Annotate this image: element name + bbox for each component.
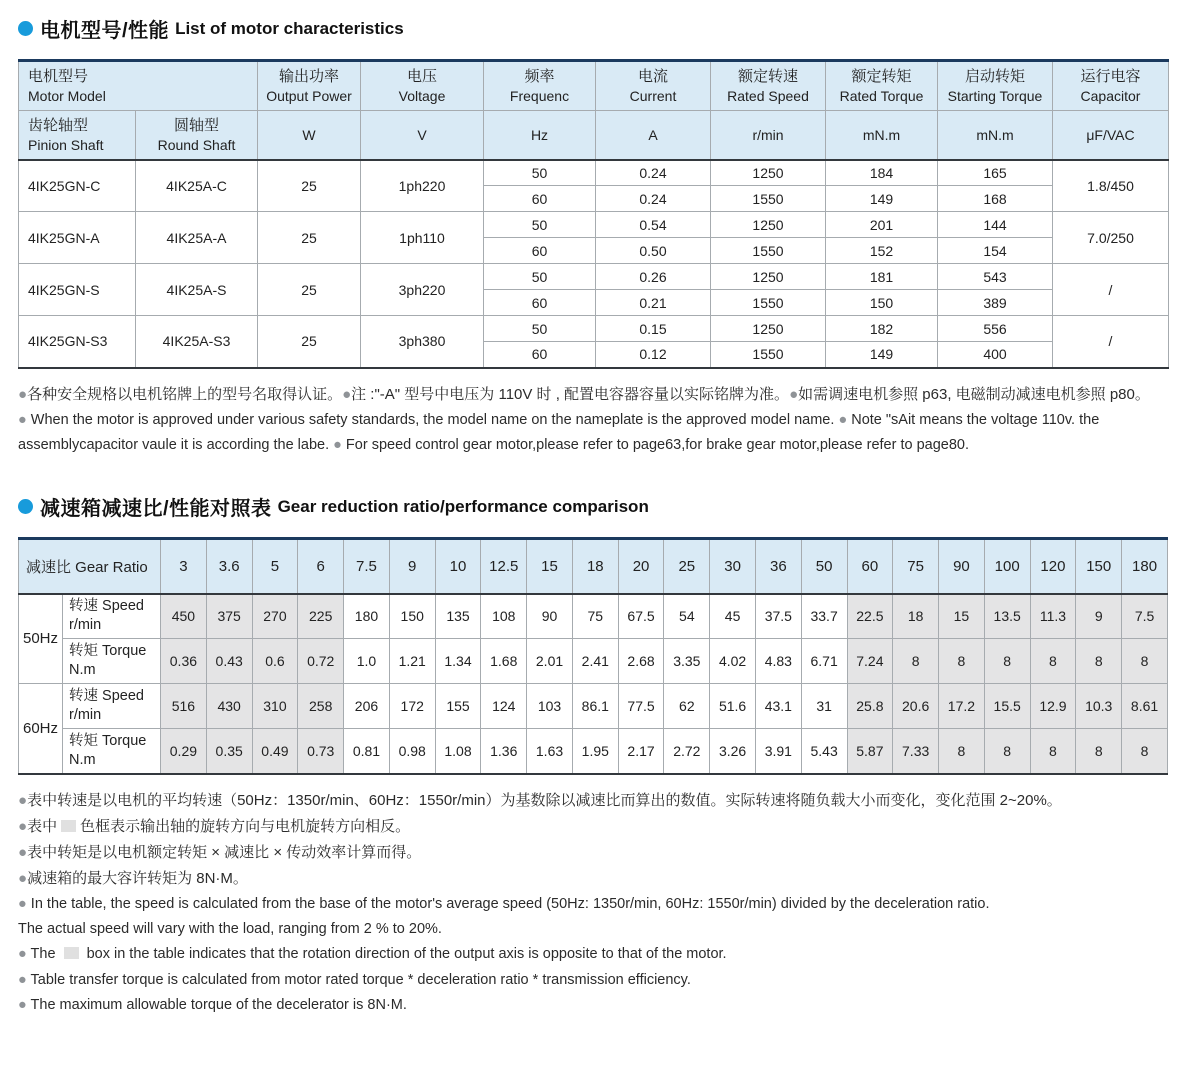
note-bullet-icon: ● xyxy=(18,996,27,1013)
blue-bullet-icon xyxy=(18,499,33,514)
gear-value-cell: 103 xyxy=(527,684,573,729)
gear-value-cell: 1.68 xyxy=(481,639,527,684)
gear-value-cell: 75 xyxy=(572,594,618,639)
gear-value-cell: 0.29 xyxy=(161,729,207,774)
gear-value-cell: 0.98 xyxy=(389,729,435,774)
ratio-header-cell: 10 xyxy=(435,539,481,594)
speed-cell: 1550 xyxy=(711,186,826,212)
ratio-header-cell: 3 xyxy=(161,539,207,594)
round-model-cell: 4IK25A-A xyxy=(136,212,258,264)
note-line: The actual speed will vary with the load, ranging from 2 % to 20%. xyxy=(18,921,442,938)
gear-value-cell: 62 xyxy=(664,684,710,729)
gear-value-cell: 9 xyxy=(1076,594,1122,639)
section-title-gear xyxy=(18,492,1200,521)
speed-cell: 1550 xyxy=(711,238,826,264)
gear-value-cell: 4.83 xyxy=(755,639,801,684)
start-torque-cell: 556 xyxy=(938,316,1053,342)
gear-value-cell: 2.72 xyxy=(664,729,710,774)
note-line: ●各种安全规格以电机铭牌上的型号名取得认证。●注 :"-A" 型号中电压为 110V 时 , 配置电容器容量以实际铭牌为准。●如需调速电机参照 p63, 电磁制动减速电机参照 p80。 xyxy=(18,385,1150,403)
gear-ratio-corner-label: 减速比 Gear Ratio xyxy=(19,539,161,594)
current-cell: 0.24 xyxy=(596,160,711,186)
gear-value-cell: 5.87 xyxy=(847,729,893,774)
ratio-header-cell: 12.5 xyxy=(481,539,527,594)
gear-value-cell: 5.43 xyxy=(801,729,847,774)
note-line: ● The box in the table indicates that the rotation direction of the output axis is opposite to that of the motor. xyxy=(18,946,727,963)
gear-value-cell: 8 xyxy=(1076,639,1122,684)
gear-value-cell: 54 xyxy=(664,594,710,639)
gear-value-cell: 13.5 xyxy=(984,594,1030,639)
gear-value-cell: 270 xyxy=(252,594,298,639)
ratio-header-cell: 100 xyxy=(984,539,1030,594)
note-bullet-icon: ● xyxy=(789,385,799,403)
motor-model-header: 电机型号 Motor Model xyxy=(19,61,258,111)
start-torque-cell: 165 xyxy=(938,160,1053,186)
gear-value-cell: 1.34 xyxy=(435,639,481,684)
torque-cell: 149 xyxy=(826,186,938,212)
note-bullet-icon: ● xyxy=(18,843,28,861)
current-cell: 0.24 xyxy=(596,186,711,212)
gear-value-cell: 20.6 xyxy=(893,684,939,729)
gear-value-cell: 45 xyxy=(710,594,756,639)
col-header: 额定转矩 Rated Torque xyxy=(826,61,938,111)
ratio-header-cell: 90 xyxy=(939,539,985,594)
section-title-motor xyxy=(18,14,1200,43)
gear-value-cell: 2.68 xyxy=(618,639,664,684)
start-torque-cell: 154 xyxy=(938,238,1053,264)
freq-cell: 60 xyxy=(484,342,596,368)
col-header: 电压 Voltage xyxy=(361,61,484,111)
round-shaft-header: 圆轴型 Round Shaft xyxy=(136,111,258,160)
unit-header: μF/VAC xyxy=(1053,111,1169,160)
current-cell: 0.15 xyxy=(596,316,711,342)
gear-value-cell: 172 xyxy=(389,684,435,729)
col-header: 运行电容 Capacitor xyxy=(1053,61,1169,111)
gear-value-cell: 8 xyxy=(893,639,939,684)
unit-header: mN.m xyxy=(938,111,1053,160)
voltage-cell: 1ph110 xyxy=(361,212,484,264)
pinion-model-cell: 4IK25GN-C xyxy=(19,160,136,212)
gear-value-cell: 225 xyxy=(298,594,344,639)
gear-value-cell: 33.7 xyxy=(801,594,847,639)
gear-value-cell: 206 xyxy=(344,684,390,729)
note-line: ●减速箱的最大容许转矩为 8N·M。 xyxy=(18,869,248,887)
current-cell: 0.26 xyxy=(596,264,711,290)
note-bullet-icon: ● xyxy=(838,411,848,428)
gear-value-cell: 1.95 xyxy=(572,729,618,774)
gear-value-cell: 2.01 xyxy=(527,639,573,684)
gear-value-cell: 0.73 xyxy=(298,729,344,774)
gear-value-cell: 2.17 xyxy=(618,729,664,774)
gear-value-cell: 155 xyxy=(435,684,481,729)
gear-value-cell: 4.02 xyxy=(710,639,756,684)
gear-value-cell: 150 xyxy=(389,594,435,639)
note-line: ● Table transfer torque is calculated from motor rated torque * deceleration ratio * transmission efficiency. xyxy=(18,971,691,988)
gear-value-cell: 2.41 xyxy=(572,639,618,684)
note-bullet-icon: ● xyxy=(18,895,27,912)
note-bullet-icon: ● xyxy=(342,385,352,403)
ratio-header-cell: 18 xyxy=(572,539,618,594)
col-header: 输出功率 Output Power xyxy=(258,61,361,111)
ratio-header-cell: 30 xyxy=(710,539,756,594)
note-bullet-icon: ● xyxy=(18,791,28,809)
capacitor-cell: / xyxy=(1053,264,1169,316)
page xyxy=(0,14,1200,1072)
gear-value-cell: 8 xyxy=(1030,639,1076,684)
gear-value-cell: 0.72 xyxy=(298,639,344,684)
gear-value-cell: 124 xyxy=(481,684,527,729)
note-bullet-icon: ● xyxy=(18,385,28,403)
gear-value-cell: 310 xyxy=(252,684,298,729)
pinion-model-cell: 4IK25GN-S xyxy=(19,264,136,316)
gear-value-cell: 37.5 xyxy=(755,594,801,639)
power-cell: 25 xyxy=(258,212,361,264)
torque-cell: 152 xyxy=(826,238,938,264)
gear-value-cell: 51.6 xyxy=(710,684,756,729)
note-bullet-icon: ● xyxy=(18,869,28,887)
speed-cell: 1550 xyxy=(711,342,826,368)
ratio-header-cell: 15 xyxy=(527,539,573,594)
torque-cell: 149 xyxy=(826,342,938,368)
grey-box-swatch xyxy=(64,947,79,959)
gear-value-cell: 0.6 xyxy=(252,639,298,684)
gear-value-cell: 7.24 xyxy=(847,639,893,684)
speed-cell: 1250 xyxy=(711,264,826,290)
voltage-cell: 3ph220 xyxy=(361,264,484,316)
gear-value-cell: 258 xyxy=(298,684,344,729)
row-label-cell: 转速 Speed r/min xyxy=(63,594,161,639)
section-title-cn: 减速箱减速比/性能对照表 xyxy=(40,498,272,521)
gear-value-cell: 430 xyxy=(206,684,252,729)
gear-value-cell: 6.71 xyxy=(801,639,847,684)
torque-cell: 201 xyxy=(826,212,938,238)
freq-cell: 50 xyxy=(484,160,596,186)
row-label-cell: 转矩 Torque N.m xyxy=(63,729,161,774)
freq-cell: 60 xyxy=(484,238,596,264)
gear-value-cell: 25.8 xyxy=(847,684,893,729)
note-bullet-icon: ● xyxy=(18,946,27,963)
gear-value-cell: 8 xyxy=(1122,639,1168,684)
capacitor-cell: / xyxy=(1053,316,1169,368)
gear-value-cell: 77.5 xyxy=(618,684,664,729)
gear-value-cell: 8 xyxy=(1122,729,1168,774)
torque-cell: 182 xyxy=(826,316,938,342)
freq-cell: 50 xyxy=(484,212,596,238)
ratio-header-cell: 36 xyxy=(755,539,801,594)
note-line: ●表中 色框表示输出轴的旋转方向与电机旋转方向相反。 xyxy=(18,817,411,835)
motor-characteristics-table xyxy=(18,59,1169,369)
ratio-header-cell: 7.5 xyxy=(344,539,390,594)
freq-label-cell: 60Hz xyxy=(19,684,63,774)
ratio-header-cell: 75 xyxy=(893,539,939,594)
gear-value-cell: 15.5 xyxy=(984,684,1030,729)
gear-ratio-table xyxy=(18,537,1168,775)
row-label-cell: 转矩 Torque N.m xyxy=(63,639,161,684)
ratio-header-cell: 5 xyxy=(252,539,298,594)
gear-value-cell: 135 xyxy=(435,594,481,639)
start-torque-cell: 400 xyxy=(938,342,1053,368)
ratio-header-cell: 50 xyxy=(801,539,847,594)
unit-header: r/min xyxy=(711,111,826,160)
note-bullet-icon: ● xyxy=(333,436,342,453)
row-label-cell: 转速 Speed r/min xyxy=(63,684,161,729)
freq-cell: 60 xyxy=(484,290,596,316)
section-title-cn: 电机型号/性能 xyxy=(40,20,170,42)
ratio-header-cell: 20 xyxy=(618,539,664,594)
ratio-header-cell: 150 xyxy=(1076,539,1122,594)
gear-value-cell: 7.33 xyxy=(893,729,939,774)
start-torque-cell: 543 xyxy=(938,264,1053,290)
section-title-en: Gear reduction ratio/performance comparison xyxy=(277,496,649,516)
unit-header: A xyxy=(596,111,711,160)
gear-value-cell: 3.26 xyxy=(710,729,756,774)
gear-value-cell: 8.61 xyxy=(1122,684,1168,729)
note-bullet-icon: ● xyxy=(18,411,27,428)
gear-value-cell: 7.5 xyxy=(1122,594,1168,639)
speed-cell: 1250 xyxy=(711,212,826,238)
freq-cell: 50 xyxy=(484,316,596,342)
grey-box-swatch xyxy=(61,820,76,832)
freq-label-cell: 50Hz xyxy=(19,594,63,684)
gear-value-cell: 11.3 xyxy=(1030,594,1076,639)
voltage-cell: 3ph380 xyxy=(361,316,484,368)
gear-value-cell: 180 xyxy=(344,594,390,639)
gear-value-cell: 8 xyxy=(939,639,985,684)
start-torque-cell: 144 xyxy=(938,212,1053,238)
ratio-header-cell: 25 xyxy=(664,539,710,594)
section-title-en: List of motor characteristics xyxy=(175,18,404,38)
gear-value-cell: 8 xyxy=(984,729,1030,774)
gear-value-cell: 8 xyxy=(1076,729,1122,774)
gear-value-cell: 450 xyxy=(161,594,207,639)
capacitor-cell: 7.0/250 xyxy=(1053,212,1169,264)
gear-value-cell: 8 xyxy=(984,639,1030,684)
gear-value-cell: 8 xyxy=(1030,729,1076,774)
gear-value-cell: 17.2 xyxy=(939,684,985,729)
note-line: ● The maximum allowable torque of the decelerator is 8N·M. xyxy=(18,996,407,1013)
round-model-cell: 4IK25A-C xyxy=(136,160,258,212)
note-bullet-icon: ● xyxy=(18,971,27,988)
gear-value-cell: 0.81 xyxy=(344,729,390,774)
gear-value-cell: 516 xyxy=(161,684,207,729)
motor-table-notes xyxy=(18,382,1182,459)
pinion-shaft-header: 齿轮轴型 Pinion Shaft xyxy=(19,111,136,160)
ratio-header-cell: 6 xyxy=(298,539,344,594)
ratio-header-cell: 60 xyxy=(847,539,893,594)
gear-value-cell: 31 xyxy=(801,684,847,729)
gear-value-cell: 90 xyxy=(527,594,573,639)
capacitor-cell: 1.8/450 xyxy=(1053,160,1169,212)
gear-table-notes xyxy=(18,788,1182,1018)
col-header: 频率 Frequenc xyxy=(484,61,596,111)
gear-value-cell: 3.91 xyxy=(755,729,801,774)
note-line: ●表中转速是以电机的平均转速（50Hz：1350r/min、60Hz：1550r/min）为基数除以减速比而算出的数值。实际转速将随负载大小而变化，变化范围 2~20%。 xyxy=(18,791,1062,809)
unit-header: W xyxy=(258,111,361,160)
speed-cell: 1550 xyxy=(711,290,826,316)
blue-bullet-icon xyxy=(18,21,33,36)
gear-value-cell: 108 xyxy=(481,594,527,639)
power-cell: 25 xyxy=(258,316,361,368)
note-line: ● When the motor is approved under various safety standards, the model name on the nameplate is the approved model name. ● Note "sAit means the voltage 110v. the assemblycapacitor vaule it is according the labe. ● For speed control gear motor,please refer to page63,for brake gear motor,please refer to page80. xyxy=(18,411,1100,453)
col-header: 电流 Current xyxy=(596,61,711,111)
unit-header: Hz xyxy=(484,111,596,160)
ratio-header-cell: 3.6 xyxy=(206,539,252,594)
gear-value-cell: 3.35 xyxy=(664,639,710,684)
speed-cell: 1250 xyxy=(711,160,826,186)
gear-value-cell: 10.3 xyxy=(1076,684,1122,729)
freq-cell: 50 xyxy=(484,264,596,290)
gear-value-cell: 22.5 xyxy=(847,594,893,639)
torque-cell: 184 xyxy=(826,160,938,186)
ratio-header-cell: 180 xyxy=(1122,539,1168,594)
pinion-model-cell: 4IK25GN-S3 xyxy=(19,316,136,368)
torque-cell: 181 xyxy=(826,264,938,290)
round-model-cell: 4IK25A-S3 xyxy=(136,316,258,368)
gear-value-cell: 0.36 xyxy=(161,639,207,684)
gear-value-cell: 1.36 xyxy=(481,729,527,774)
ratio-header-cell: 120 xyxy=(1030,539,1076,594)
gear-value-cell: 1.0 xyxy=(344,639,390,684)
power-cell: 25 xyxy=(258,264,361,316)
ratio-header-cell: 9 xyxy=(389,539,435,594)
gear-value-cell: 1.63 xyxy=(527,729,573,774)
freq-cell: 60 xyxy=(484,186,596,212)
power-cell: 25 xyxy=(258,160,361,212)
unit-header: V xyxy=(361,111,484,160)
voltage-cell: 1ph220 xyxy=(361,160,484,212)
pinion-model-cell: 4IK25GN-A xyxy=(19,212,136,264)
col-header: 额定转速 Rated Speed xyxy=(711,61,826,111)
gear-value-cell: 0.49 xyxy=(252,729,298,774)
gear-value-cell: 18 xyxy=(893,594,939,639)
speed-cell: 1250 xyxy=(711,316,826,342)
gear-value-cell: 1.08 xyxy=(435,729,481,774)
gear-value-cell: 86.1 xyxy=(572,684,618,729)
start-torque-cell: 168 xyxy=(938,186,1053,212)
gear-value-cell: 0.43 xyxy=(206,639,252,684)
note-line: ● In the table, the speed is calculated from the base of the motor's average speed (50Hz: 1350r/min, 60Hz: 1550r/min) divided by the deceleration ratio. xyxy=(18,895,990,912)
gear-value-cell: 8 xyxy=(939,729,985,774)
gear-value-cell: 375 xyxy=(206,594,252,639)
torque-cell: 150 xyxy=(826,290,938,316)
current-cell: 0.54 xyxy=(596,212,711,238)
current-cell: 0.12 xyxy=(596,342,711,368)
start-torque-cell: 389 xyxy=(938,290,1053,316)
current-cell: 0.21 xyxy=(596,290,711,316)
gear-value-cell: 0.35 xyxy=(206,729,252,774)
round-model-cell: 4IK25A-S xyxy=(136,264,258,316)
note-bullet-icon: ● xyxy=(18,817,28,835)
gear-value-cell: 1.21 xyxy=(389,639,435,684)
current-cell: 0.50 xyxy=(596,238,711,264)
note-line: ●表中转矩是以电机额定转矩 × 减速比 × 传动效率计算而得。 xyxy=(18,843,422,861)
gear-value-cell: 15 xyxy=(939,594,985,639)
col-header: 启动转矩 Starting Torque xyxy=(938,61,1053,111)
unit-header: mN.m xyxy=(826,111,938,160)
gear-value-cell: 12.9 xyxy=(1030,684,1076,729)
gear-value-cell: 43.1 xyxy=(755,684,801,729)
gear-value-cell: 67.5 xyxy=(618,594,664,639)
